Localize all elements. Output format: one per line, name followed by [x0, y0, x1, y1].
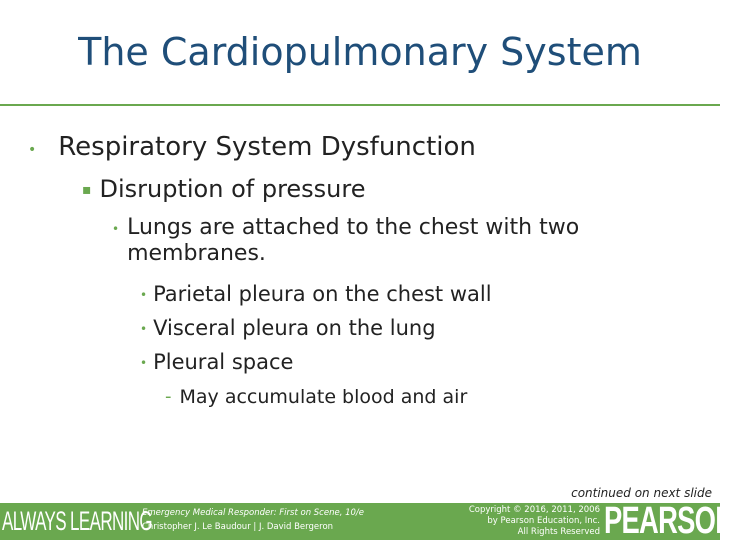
copyright-notice [440, 505, 600, 538]
bullet-marker: • [140, 356, 148, 370]
bullet-level5 [165, 386, 467, 409]
bullet-marker: • [140, 322, 148, 336]
always-learning-logo: ALWAYS LEARNING [2, 506, 152, 536]
bullet-marker: • [28, 142, 37, 158]
pearson-logo: PEARSON [604, 500, 734, 542]
continued-note: continued on next slide [571, 486, 712, 500]
bullet-text: Respiratory System Dysfunction [58, 132, 476, 162]
bullet-text: Visceral pleura on the lung [153, 316, 436, 340]
bullet-text: Parietal pleura on the chest wall [153, 282, 492, 306]
bullet-marker: • [140, 288, 148, 302]
copyright-line: by Pearson Education, Inc. [487, 516, 600, 526]
bullet-text: Lungs are attached to the chest with two membranes. [127, 215, 580, 267]
book-authors: Christopher J. Le Baudour | J. David Bergeron [142, 522, 334, 532]
bullet-level4-item [140, 316, 436, 341]
book-credits [142, 506, 364, 534]
bullet-level1 [28, 132, 476, 163]
title-divider [0, 104, 720, 106]
copyright-line: All Rights Reserved [517, 527, 600, 537]
copyright-line: Copyright © 2016, 2011, 2006 [468, 505, 600, 515]
bullet-level4-item [140, 350, 293, 375]
slide-title: The Cardiopulmonary System [78, 30, 642, 74]
bullet-marker: ▪ [82, 182, 92, 198]
bullet-text: Disruption of pressure [99, 175, 366, 203]
book-title: Emergency Medical Responder: First on Scene, 10/e [142, 508, 365, 518]
bullet-level3 [112, 215, 692, 268]
bullet-level4-item [140, 282, 492, 307]
bullet-text: Pleural space [153, 350, 294, 374]
bullet-marker: - [165, 386, 172, 407]
bullet-level2 [82, 175, 366, 204]
bullet-marker: • [112, 222, 120, 236]
bullet-text: May accumulate blood and air [179, 386, 468, 408]
